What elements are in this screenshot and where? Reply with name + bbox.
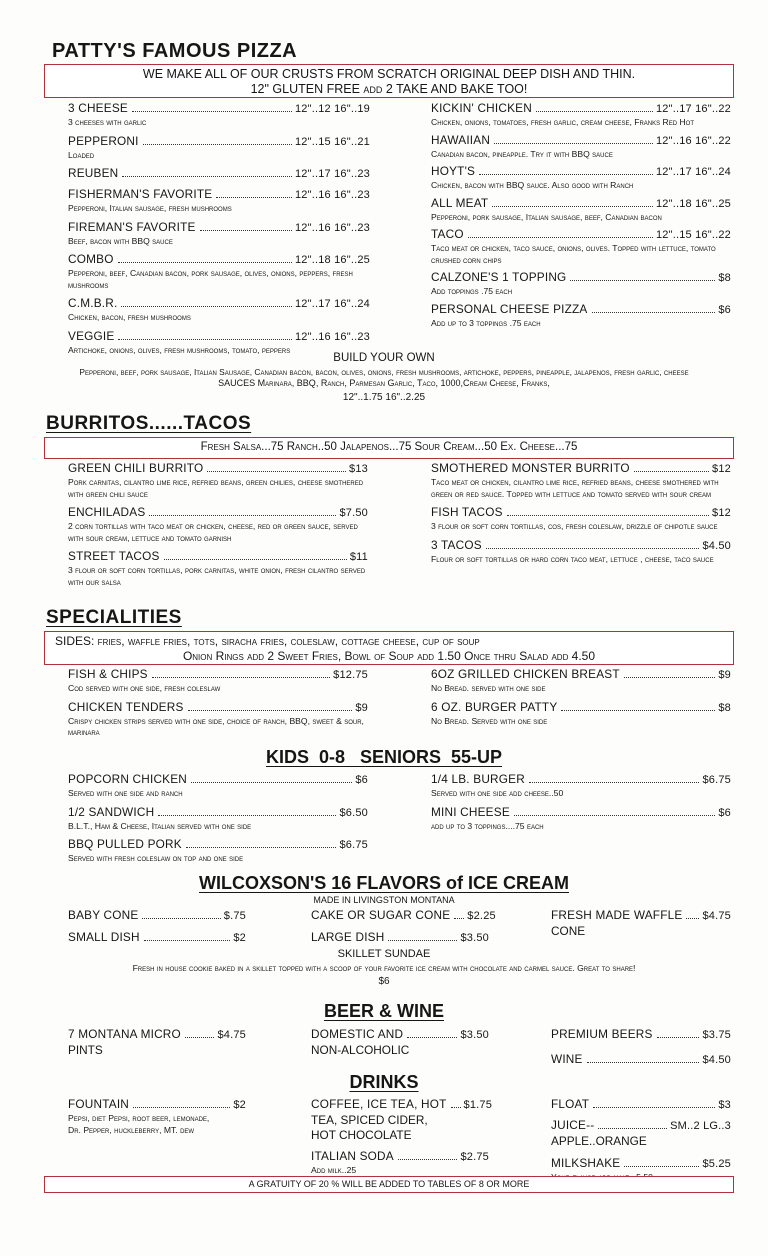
pizza-notice [44,64,734,98]
item-price: $3.50 [460,932,489,944]
menu-item-row [68,329,370,345]
menu-item [68,134,370,162]
menu-item [551,1027,731,1043]
byo-sauces: SAUCES Marinara, BBQ, Ranch, Parmesan Garlic, Taco, 1000,Cream Cheese, Franks, [218,378,550,388]
leader-dots [492,206,653,207]
item-description: Chicken, onions, tomatoes, fresh garlic, cream cheese, Franks Red Hot [431,117,694,127]
menu-item-row [68,252,370,268]
menu-item-row [68,187,370,203]
leader-dots [536,111,653,112]
leader-dots [188,710,353,711]
domestic-line2: NON-ALCOHOLIC [311,1043,410,1057]
item-name: 3 CHEESE [68,101,128,115]
menu-item [68,805,368,833]
item-price: 12"..17 16"..24 [655,166,731,178]
menu-item-row [551,1027,731,1043]
beer-col2 [311,1027,489,1058]
item-name: FLOAT [551,1097,590,1111]
sides-box [44,631,734,665]
item-name: COFFEE, ICE TEA, HOT [311,1097,447,1111]
item-description: Served with one side add cheese..50 [431,788,564,798]
item-name: MINI CHEESE [431,804,510,819]
item-price: $6.50 [339,806,368,819]
leader-dots [593,1107,715,1108]
sides-line1: SIDES: fries, waffle fries, tots, siracha fries, coleslaw, cottage cheese, cup of soup [55,634,480,648]
menu-item [68,296,370,324]
item-price: $6 [355,774,368,786]
coffee-line3: HOT CHOCOLATE [311,1128,412,1142]
item-name: STREET TACOS [68,549,160,563]
waffle-cone-row [551,908,731,924]
byo-prices: 12"..1.75 16"..2.25 [342,392,426,403]
domestic-row [311,1027,489,1043]
specialities-left-column [68,667,368,744]
italian-soda-row [311,1149,489,1165]
menu-item [431,227,731,266]
item-price: $5.25 [702,1158,731,1170]
byo-title: BUILD YOUR OWN [333,352,435,364]
menu-item [68,667,368,695]
kids-right-column [431,772,731,837]
leader-dots [634,471,709,472]
drinks-col3 [551,1097,731,1184]
menu-item-row [68,461,368,477]
item-price: $4.50 [702,539,731,552]
item-name: PEPPERONI [68,133,139,148]
item-price: 12"..12 16"..19 [294,103,370,115]
item-name: ALL MEAT [431,195,489,210]
icecream-title: WILCOXSON'S 16 FLAVORS of ICE CREAM [199,873,569,893]
menu-item-row [68,667,368,683]
leader-dots [686,918,699,919]
item-name: CHICKEN TENDERS [68,699,184,714]
leader-dots [570,280,715,281]
menu-item-row [68,134,370,150]
item-price: $3.75 [702,1029,731,1041]
menu-item-row [431,700,731,716]
kids-title: KIDS 0-8 SENIORS 55-UP [265,747,503,767]
leader-dots [454,918,464,919]
italian-soda-desc: Add milk..25 [311,1165,357,1175]
icecream-col3 [551,908,731,939]
item-name: 7 MONTANA MICRO [68,1027,181,1041]
byo-toppings: Pepperoni, beef, pork sausage, Italian Sausage, Canadian bacon, bacon, olives, onions, fresh mushrooms, artichoke, peppers, pineapple, jalapenos, fresh garlic, cheese [79,367,689,377]
item-name: 6OZ GRILLED CHICKEN BREAST [431,667,620,681]
item-name: 1/2 SANDWICH [68,804,155,819]
pizza-right-column [431,101,731,333]
leader-dots [468,237,653,238]
item-price: $6.75 [702,774,731,786]
menu-item-row [431,227,731,243]
item-price: $2 [233,932,246,944]
menu-item-row [431,133,731,149]
menu-item [431,196,731,224]
item-price: $.75 [223,910,246,922]
item-description: Taco meat or chicken, taco sauce, onions, olives. Topped with lettuce, tomato crushed corn chips [431,243,716,265]
menu-item [431,101,731,129]
item-price: 12"..15 16"..21 [294,135,370,148]
menu-item [431,133,731,161]
leader-dots [200,230,292,231]
leader-dots [118,262,292,263]
menu-item [68,220,370,248]
waffle-cone-line2: CONE [551,924,586,938]
item-name: FISH TACOS [431,505,503,519]
icecream-col2 [311,908,496,952]
item-name: 3 TACOS [431,537,482,552]
item-price: 12"..15 16"..22 [655,229,731,241]
item-description: Flour or soft tortillas or hard corn taco meat, lettuce , cheese, taco sauce [431,553,714,564]
leader-dots [592,312,716,313]
leader-dots [186,847,337,848]
drinks-col2 [311,1097,493,1177]
coffee-line2: TEA, SPICED CIDER, [311,1113,428,1127]
menu-item-row [68,805,368,821]
leader-dots [388,940,457,941]
item-name: TACO [431,227,464,241]
item-name: BBQ PULLED PORK [68,837,182,851]
leader-dots [143,144,292,145]
item-description: 3 flour or soft corn tortillas, pork carnitas, white onion, fresh cilantro served with our salsa [68,565,366,587]
menu-item [68,252,370,291]
skillet-desc: Fresh in house cookie baked in a skillet topped with a scoop of your favorite ice cream with chocolate and carmel sauce. Great to share! [132,963,636,973]
item-name: C.M.B.R. [68,296,118,310]
menu-item [68,549,368,588]
menu-item-row [68,296,370,312]
menu-item-row [68,772,368,788]
item-name: BABY CONE [68,908,139,922]
leader-dots [122,176,292,177]
item-description: 2 corn tortillas with taco meat or chicken, cheese, red or green sauce, served with sour cream, lettuce and tomato garnish [68,521,358,543]
menu-item-row [68,505,368,521]
item-price: 12"..16 16"..23 [294,221,370,234]
item-price: $3.50 [460,1029,489,1041]
juice-line2: APPLE..ORANGE [551,1134,647,1148]
item-price: 12"..16 16"..22 [655,134,731,147]
item-name: COMBO [68,252,114,266]
sides-line2: Onion Rings add 2 Sweet Fries, Bowl of Soup add 1.50 Once thru Salad add 4.50 [182,649,596,663]
item-name: GREEN CHILI BURRITO [68,461,204,475]
item-price: $13 [349,463,368,475]
drinks-title: DRINKS [349,1072,419,1092]
icecream-col1 [68,908,246,952]
item-name: SMOTHERED MONSTER BURRITO [431,461,630,475]
menu-item-row [431,101,731,117]
item-description: Add up to 3 toppings .75 each [431,317,541,328]
item-price: 12"..17 16"..24 [294,298,370,310]
beer-col1 [68,1027,246,1058]
leader-dots [587,1062,700,1063]
icecream-subtitle: MADE IN LIVINGSTON MONTANA [313,895,455,905]
leader-dots [132,111,292,112]
item-name: DOMESTIC AND [311,1027,404,1041]
item-price: 12"..16 16"..23 [294,330,370,343]
menu-item-row [431,805,731,821]
item-description: Pepperoni, pork sausage, Italian sausage, beef, Canadian bacon [431,211,662,222]
menu-item-row [68,908,246,924]
item-description: Taco meat or chicken, cilantro lime rice, refried beans, cheese smothered with green or red sauce. Topped with lettuce and tomato served with sour cream [431,477,719,499]
leader-dots [142,918,220,919]
item-description: add up to 3 toppings....75 each [431,820,544,831]
item-name: SMALL DISH [68,930,140,944]
item-description: Chicken, bacon with BBQ sauce. Also good with Ranch [431,180,634,190]
item-description: Cod served with one side, fresh coleslaw [68,683,221,693]
menu-item-row [68,837,368,853]
menu-item-row [431,538,731,554]
menu-item-row [311,908,496,924]
item-description: Beef, bacon with BBQ sauce [68,235,173,246]
leader-dots [121,306,292,307]
item-description: Served with one side and ranch [68,788,183,798]
menu-item-row [431,667,731,683]
menu-item [431,270,731,298]
leader-dots [144,940,231,941]
item-price: $11 [349,551,368,563]
item-name: CALZONE'S 1 TOPPING [431,270,567,284]
item-price: $6.75 [339,839,368,851]
item-price: $2.25 [467,910,496,922]
menu-item-row [431,461,731,477]
item-name: POPCORN CHICKEN [68,772,188,786]
item-price: $2 [233,1099,246,1111]
leader-dots [158,815,336,816]
item-description: No Bread. served with one side [431,683,546,693]
pizza-title: PATTY'S FAMOUS PIZZA [52,40,298,62]
item-name: CAKE OR SUGAR CONE [311,908,451,922]
menu-item [68,772,368,800]
item-description: Served with fresh coleslaw on top and one side [68,853,244,863]
specialities-right-column [431,667,731,732]
item-price: $8 [718,272,731,284]
leader-dots [507,515,709,516]
menu-item [68,930,246,946]
menu-item [68,908,246,924]
item-name: WINE [551,1052,583,1066]
skillet-price: $6 [378,976,390,987]
item-name: LARGE DISH [311,930,385,944]
leader-dots [164,559,347,560]
menu-item [311,930,489,946]
leader-dots [398,1159,458,1160]
item-description: Loaded [68,149,95,160]
menu-item [68,461,368,500]
item-description: Artichoke, onions, olives, fresh mushrooms, tomato, peppers [68,344,291,355]
item-description: Crispy chicken strips served with one side, choice of ranch, BBQ, sweet & sour, marinara [68,715,364,737]
menu-item-row [551,1052,731,1068]
menu-item [431,505,731,533]
item-name: FIREMAN'S FAVORITE [68,219,196,234]
juice-row [551,1118,731,1134]
item-description: B.L.T., Ham & Cheese, Italian served with one side [68,820,252,831]
burritos-right-column [431,461,731,570]
item-price: $9 [718,669,731,681]
menu-item [68,166,370,182]
item-name: PERSONAL CHEESE PIZZA [431,301,588,316]
leader-dots [152,677,330,678]
micro-line2: PINTS [68,1043,103,1057]
menu-item [68,187,370,215]
item-description: Add toppings .75 each [431,286,513,296]
item-name: HAWAIIAN [431,132,491,147]
item-price: $1.75 [463,1099,493,1111]
menu-item-row [431,505,731,521]
item-price: 12"..17 16"..22 [655,103,731,115]
item-price: 12"..18 16"..25 [294,254,370,266]
menu-item [431,772,731,800]
kids-left-column [68,772,368,870]
item-name: FOUNTAIN [68,1097,130,1111]
menu-item [68,700,368,739]
fountain-desc: Pepsi, diet Pepsi, root beer, lemonade, Dr. Pepper, huckleberry, MT. dew [68,1113,210,1135]
item-description: No Bread. Served with one side [431,715,548,726]
item-price: $12.75 [333,669,368,681]
leader-dots [118,339,292,340]
item-description: Pepperoni, Italian sausage, fresh mushrooms [68,203,232,213]
leader-dots [657,1037,700,1038]
menu-item [551,1052,731,1068]
leader-dots [624,677,716,678]
menu-item-row [68,549,368,565]
gratuity-notice: A GRATUITY OF 20 % WILL BE ADDED TO TABLES OF 8 OR MORE [44,1176,734,1193]
burritos-title: BURRITOS......TACOS [46,413,252,434]
menu-item-row [68,166,370,182]
item-price: $8 [718,701,731,714]
item-price: $7.50 [339,507,368,519]
item-description: Chicken, bacon, fresh mushrooms [68,312,191,322]
menu-item-row [431,196,731,212]
leader-dots [207,471,346,472]
item-name: HOYT'S [431,164,476,178]
menu-item [68,101,370,129]
item-description: Canadian bacon, pineapple. Try it with BBQ sauce [431,148,613,159]
item-price: $6 [718,806,731,819]
menu-item [431,538,731,566]
leader-dots [486,548,700,549]
menu-item-row [431,164,731,180]
item-description: Pepperoni, beef, Canadian bacon, pork sausage, olives, onions, peppers, fresh mushrooms [68,268,353,290]
pizza-left-column [68,101,370,361]
beer-col3 [551,1027,731,1077]
item-name: FISH & CHIPS [68,667,148,681]
item-price: SM..2 LG..3 [670,1120,731,1132]
item-description: Pork carnitas, cilantro lime rice, refried beans, green chilies, cheese smothered with green chili sauce [68,477,364,499]
micro-row [68,1027,246,1043]
item-name: KICKIN' CHICKEN [431,101,532,115]
leader-dots [216,197,292,198]
menu-item-row [431,772,731,788]
drinks-col1 [68,1097,246,1136]
item-name: 1/4 LB. BURGER [431,772,525,786]
item-description: 3 cheeses with garlic [68,117,147,127]
milkshake-row [551,1156,731,1172]
item-price: $12 [712,507,731,519]
menu-item [431,461,731,500]
menu-item-row [68,220,370,236]
menu-item [68,837,368,865]
item-name: ITALIAN SODA [311,1149,394,1163]
leader-dots [561,710,715,711]
menu-item [431,805,731,833]
menu-item [68,505,368,544]
leader-dots [624,1166,699,1167]
item-price: $3 [718,1099,731,1111]
menu-item-row [68,101,370,117]
item-name: JUICE-- [551,1118,595,1132]
item-price: $9 [355,701,368,714]
item-description: 3 flour or soft corn tortillas, cos, fresh coleslaw, drizzle of chipotle sauce [431,521,718,531]
pizza-notice-line1: WE MAKE ALL OF OUR CRUSTS FROM SCRATCH ORIGINAL DEEP DISH AND THIN. [142,67,636,81]
menu-item-row [431,302,731,318]
item-price: 12"..16 16"..23 [294,189,370,201]
burritos-extras: Fresh Salsa...75 Ranch..50 Jalapenos...75 Sour Cream...50 Ex. Cheese...75 [44,437,734,459]
item-price: $4.75 [702,910,731,922]
item-price: 12"..18 16"..25 [655,197,731,210]
menu-item [311,908,496,924]
menu-item [431,164,731,192]
menu-item-row [68,930,246,946]
item-name: FISHERMAN'S FAVORITE [68,187,213,201]
specialities-title: SPECIALITIES [46,607,182,628]
item-price: $12 [712,463,731,475]
item-price: 12"..17 16"..23 [294,168,370,180]
leader-dots [133,1107,230,1108]
item-name: FRESH MADE WAFFLE [551,908,683,922]
menu-item-row [68,700,368,716]
burritos-left-column [68,461,368,593]
leader-dots [479,174,653,175]
item-name: MILKSHAKE [551,1156,621,1170]
item-price: $2.75 [460,1151,489,1163]
menu-item-row [311,930,489,946]
coffee-row [311,1097,493,1113]
menu-item [431,700,731,728]
leader-dots [451,1107,461,1108]
item-price: $4.75 [217,1029,246,1041]
menu-item [431,667,731,695]
fountain-row [68,1097,246,1113]
beer-title: BEER & WINE [323,1001,444,1021]
item-name: REUBEN [68,166,119,180]
leader-dots [185,1037,215,1038]
item-name: PREMIUM BEERS [551,1027,653,1041]
leader-dots [191,782,352,783]
leader-dots [149,515,336,516]
leader-dots [494,143,653,144]
item-name: ENCHILADAS [68,505,146,519]
item-price: $6 [718,303,731,316]
leader-dots [529,782,700,783]
leader-dots [514,815,715,816]
float-row [551,1097,731,1113]
item-name: 6 OZ. BURGER PATTY [431,699,558,714]
pizza-notice-line2: 12" GLUTEN FREE add 2 TAKE AND BAKE TOO! [250,82,528,96]
item-price: $4.50 [702,1054,731,1066]
menu-item-row [431,270,731,286]
menu-item [431,302,731,330]
item-name: VEGGIE [68,328,115,343]
skillet-title: SKILLET SUNDAE [337,948,431,960]
leader-dots [407,1037,457,1038]
leader-dots [598,1128,667,1129]
